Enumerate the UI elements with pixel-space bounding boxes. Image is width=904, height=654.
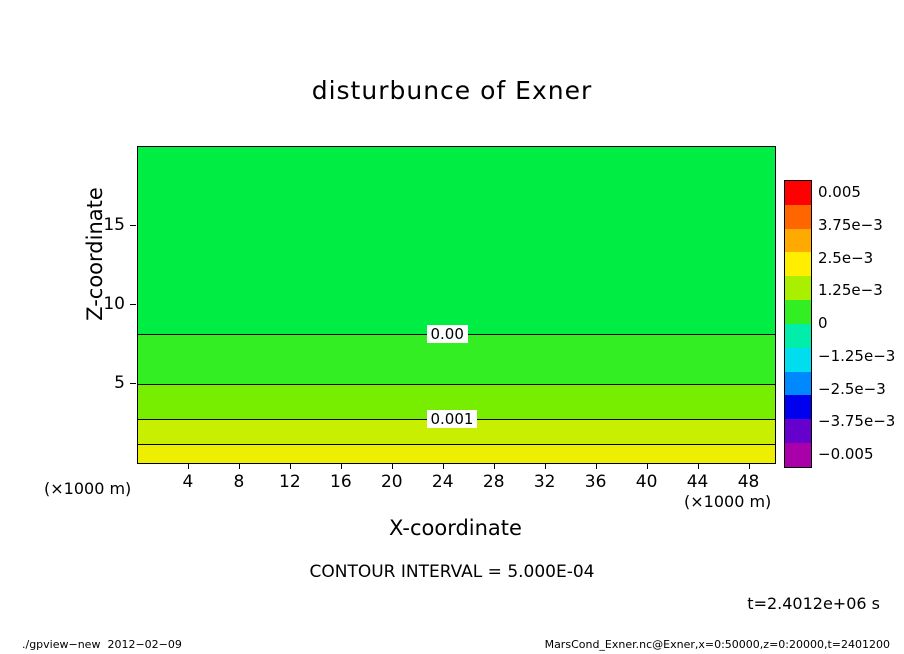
colorbar-cell — [785, 443, 811, 467]
colorbar-tick-label: −3.75e−3 — [818, 412, 896, 431]
contour-interval-text: CONTOUR INTERVAL = 5.000E-04 — [309, 562, 595, 582]
colorbar-tick-label: 1.25e−3 — [818, 281, 883, 300]
colorbar-cell — [785, 252, 811, 276]
colorbar-cell — [785, 348, 811, 372]
x-axis-title: X-coordinate — [389, 516, 522, 540]
colorbar-cell — [785, 300, 811, 324]
y-tick-label: 15 — [103, 215, 125, 235]
colorbar-cell — [785, 372, 811, 396]
colorbar-cell — [785, 205, 811, 229]
colorbar-tick-label: 0 — [818, 314, 828, 332]
contour-line — [138, 444, 775, 445]
colorbar-cell — [785, 276, 811, 300]
contour-line — [138, 384, 775, 385]
x-tick-label: 28 — [482, 472, 505, 492]
x-tick-label: 44 — [686, 472, 709, 492]
colorbar-tick-label: −1.25e−3 — [818, 346, 896, 365]
colorbar-cell — [785, 395, 811, 419]
y-tick-label: 5 — [114, 373, 125, 393]
x-tick — [494, 463, 495, 469]
x-tick — [341, 463, 342, 469]
x-tick — [596, 463, 597, 469]
colorbar-tick-label: −2.5e−3 — [818, 379, 886, 398]
x-tick — [290, 463, 291, 469]
x-tick-label: 24 — [431, 472, 454, 492]
x-tick — [392, 463, 393, 469]
x-tick-label: 12 — [279, 472, 301, 492]
x-tick — [188, 463, 189, 469]
plot-area — [137, 146, 776, 464]
y-axis-title: Z-coordinate — [83, 187, 107, 321]
colorbar-cell — [785, 324, 811, 348]
y-tick — [130, 304, 136, 305]
contour-label: 0.001 — [427, 410, 478, 428]
x-tick — [749, 463, 750, 469]
x-units-left: (×1000 m) — [44, 479, 132, 498]
x-tick — [698, 463, 699, 469]
x-tick-label: 32 — [533, 472, 556, 492]
x-tick-label: 4 — [182, 472, 194, 492]
colorbar-tick-label: 2.5e−3 — [818, 248, 874, 267]
x-tick-label: 16 — [330, 472, 352, 492]
footer-left: ./gpview−new 2012−02−09 — [22, 638, 182, 651]
colorbar — [784, 180, 812, 468]
colorbar-tick-label: 3.75e−3 — [818, 215, 883, 234]
chart-title: disturbunce of Exner — [311, 76, 593, 105]
footer-right: MarsCond_Exner.nc@Exner,x=0:50000,z=0:20000,t=2401200 — [544, 638, 890, 651]
x-tick-label: 48 — [737, 472, 760, 492]
colorbar-tick-label: 0.005 — [818, 183, 861, 201]
time-stamp: t=2.4012e+06 s — [747, 594, 880, 613]
contour-label: 0.00 — [427, 325, 468, 343]
colorbar-cell — [785, 419, 811, 443]
x-tick-label: 40 — [635, 472, 658, 492]
x-tick — [545, 463, 546, 469]
y-tick — [130, 383, 136, 384]
x-tick-label: 20 — [380, 472, 403, 492]
y-tick-label: 10 — [103, 294, 125, 314]
colorbar-tick-label: −0.005 — [818, 445, 874, 463]
y-tick — [130, 225, 136, 226]
x-tick — [443, 463, 444, 469]
x-tick — [647, 463, 648, 469]
colorbar-cell — [785, 229, 811, 253]
colorbar-cell — [785, 181, 811, 205]
heatmap-field — [138, 147, 775, 463]
x-units-right: (×1000 m) — [684, 492, 772, 511]
x-tick-label: 8 — [233, 472, 245, 492]
x-tick-label: 36 — [584, 472, 607, 492]
x-tick — [239, 463, 240, 469]
